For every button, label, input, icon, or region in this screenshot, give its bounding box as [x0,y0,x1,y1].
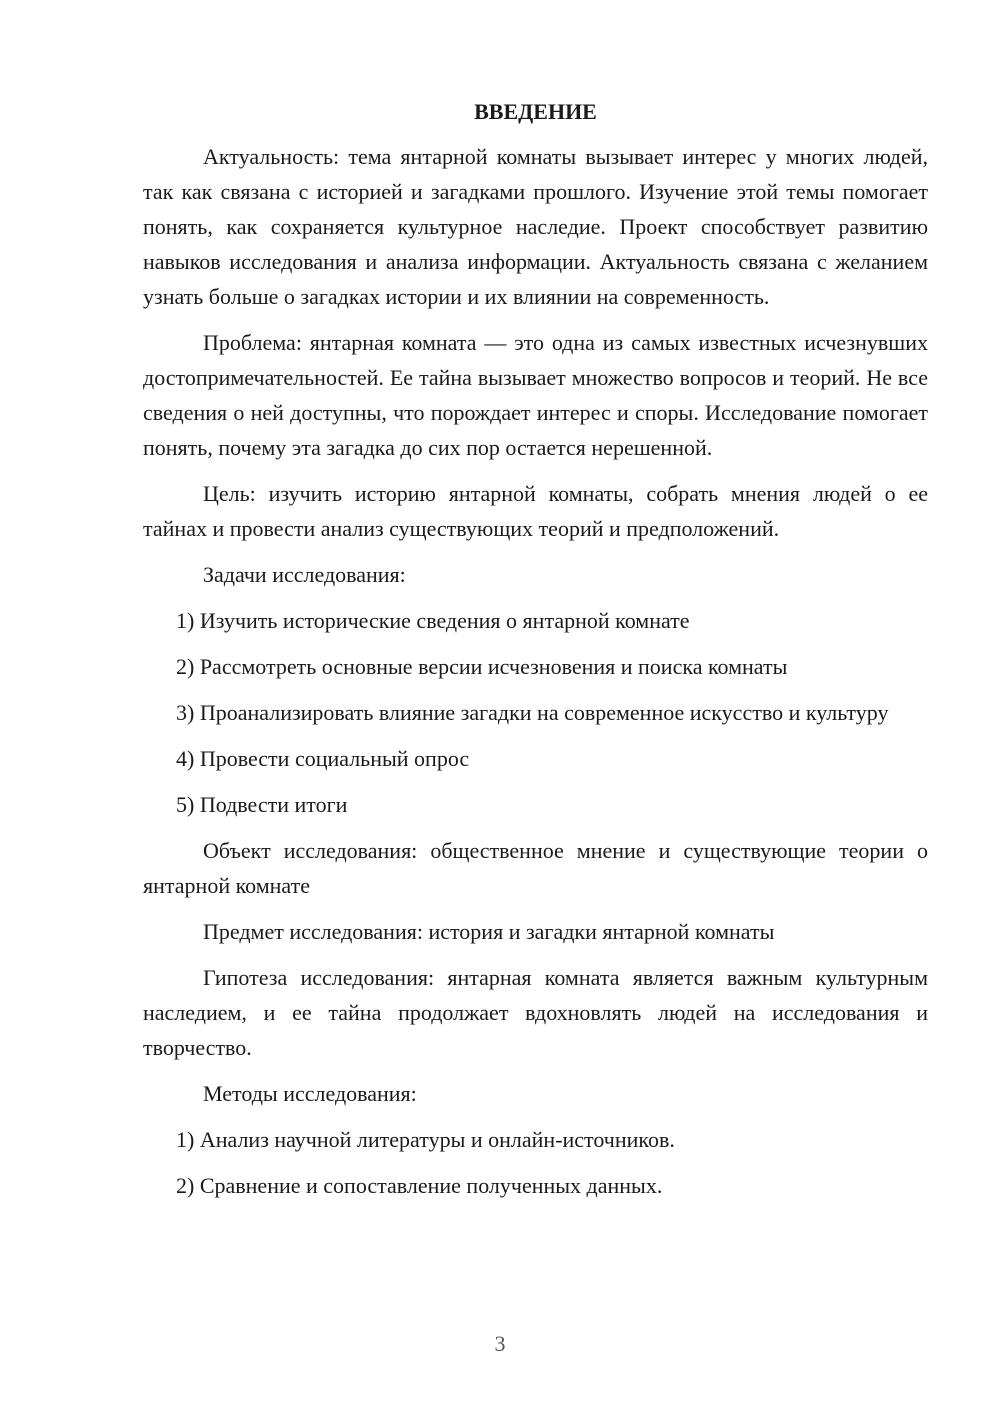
goal-paragraph: Цель: изучить историю янтарной комнаты, собрать мнения людей о ее тайнах и провести анализ существующих теорий и предположений. [143,481,928,541]
document-page [143,94,928,1214]
method-item: 2) Сравнение и сопоставление полученных данных. [176,1173,663,1198]
method-item: 1) Анализ научной литературы и онлайн-источников. [176,1127,675,1152]
task-item: 5) Подвести итоги [176,792,348,817]
task-item: 3) Проанализировать влияние загадки на современное искусство и культуру [176,700,889,725]
task-item: 2) Рассмотреть основные версии исчезновения и поиска комнаты [176,654,788,679]
section-title: ВВЕДЕНИЕ [474,99,597,124]
subject-paragraph: Предмет исследования: история и загадки янтарной комнаты [203,919,775,944]
relevance-paragraph: Актуальность: тема янтарной комнаты вызывает интерес у многих людей, так как связана с историей и загадками прошлого. Изучение этой темы помогает понять, как сохраняется культурное наследие. Проект способствует развитию навыков исследования и анализа информации. Актуальность связана с желанием узнать больше о загадках истории и их влиянии на современность. [143,144,928,309]
hypothesis-paragraph: Гипотеза исследования: янтарная комната является важным культурным наследием, и ее тайна продолжает вдохновлять людей на исследования и творчество. [143,965,928,1060]
task-item: 1) Изучить исторические сведения о янтарной комнате [176,608,690,633]
page-number: 3 [494,1331,506,1356]
task-item: 4) Провести социальный опрос [176,746,470,771]
methods-heading: Методы исследования: [203,1081,417,1106]
problem-paragraph: Проблема: янтарная комната — это одна из самых известных исчезнувших достопримечательностей. Ее тайна вызывает множество вопросов и теорий. Не все сведения о ней доступны, что порождает интерес и споры. Исследование помогает понять, почему эта загадка до сих пор остается нерешенной. [143,330,928,460]
object-paragraph: Объект исследования: общественное мнение и существующие теории о янтарной комнате [143,838,928,898]
tasks-heading: Задачи исследования: [203,562,406,587]
